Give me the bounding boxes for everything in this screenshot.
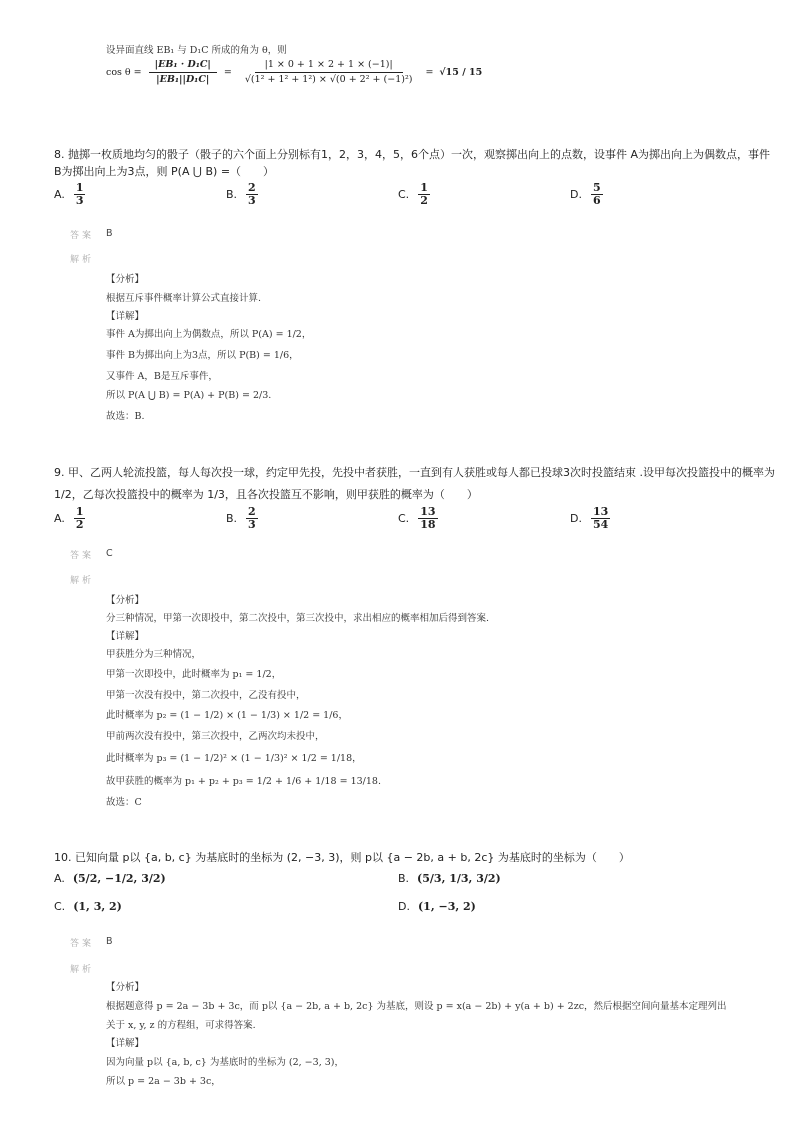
q9-line-0: 【分析】 (106, 595, 145, 606)
q9-option-a[interactable]: A. $\frac{1}{2}$ (54, 505, 84, 531)
q8-line-2: 【详解】 (106, 311, 145, 322)
q9-line-10: 故选：C (106, 797, 142, 808)
cos-num: |1 × 0 + 1 × 2 + 1 × (−1)| (255, 58, 403, 73)
q10-line-1: 根据题意得 p = 2a − 3b + 3c，而 p以 {a − 2b, a + b, 2c} 为基底，则设 p = x(a − 2b) + y(a + b) + 2zc，然后根据空间向量基本定理列出 (106, 1001, 727, 1012)
q8-line-7: 故选：B. (106, 411, 145, 422)
q9-line-4: 甲第一次即投中，此时概率为 p₁ = 1/2， (106, 669, 282, 680)
q9-stem-line2: 1/2，乙每次投篮投中的概率为 1/3，且各次投篮互不影响，则甲获胜的概率为（ ） (54, 488, 478, 501)
q10-option-b[interactable]: B. (5/3, 1/3, 3/2) (398, 872, 501, 885)
q9-line-2: 【详解】 (106, 631, 145, 642)
q9-line-6: 此时概率为 p₂ = (1 − 1/2) × (1 − 1/3) × 1/2 = 1/6， (106, 710, 348, 721)
q9-line-1: 分三种情况，甲第一次即投中，第二次投中，第三次投中，求出相应的概率相加后得到答案. (106, 613, 490, 624)
cos-numeric-fraction (239, 58, 419, 87)
q8-line-5: 又事件 A，B是互斥事件， (106, 371, 218, 382)
q10-option-c[interactable]: C. (1, 3, 2) (54, 900, 122, 913)
cos-formula: cos θ = $\frac{\text{|EB₁ · D₁C|}}{\text{|EB₁||D₁C|}}$ = $\frac{|1 \times 0 + 1 \times 2 + 1 \times (-1)|}{\text{√(1² + 1² + 1²) × √(0 + 2² + (−1)²)}}$ = √15 / 15 (106, 59, 483, 85)
q9-stem-line1: 9. 甲、乙两人轮流投篮，每人每次投一球，约定甲先投，先投中者获胜，一直到有人获胜或每人都已投球3次时投篮结束 .设甲每次投篮投中的概率为 (54, 466, 775, 479)
q8-option-d[interactable]: D. $\frac{5}{6}$ (570, 181, 601, 207)
q8-line-3: 事件 A为掷出向上为偶数点，所以 P(A) = 1/2， (106, 329, 312, 340)
q9-line-9: 故甲获胜的概率为 p₁ + p₂ + p₃ = 1/2 + 1/6 + 1/18 = 13/18. (106, 776, 381, 787)
q10-analysis-label: 解析 (70, 965, 95, 975)
q10-line-2: 关于 x, y, z 的方程组，可求得答案. (106, 1020, 256, 1031)
q8-option-c[interactable]: C. $\frac{1}{2}$ (398, 181, 428, 207)
q9-line-7: 甲前两次没有投中，第三次投中，乙两次均未投中， (106, 731, 325, 742)
q9-option-b[interactable]: B. $\frac{2}{3}$ (226, 505, 256, 531)
q8-line-6: 所以 P(A ⋃ B) = P(A) + P(B) = 2/3. (106, 390, 272, 401)
q9-answer: C (106, 548, 113, 559)
q10-line-4: 因为向量 p以 {a, b, c} 为基底时的坐标为 (2, −3, 3)， (106, 1057, 344, 1068)
q9-answer-label: 答案 (70, 551, 95, 561)
q8-answer-label: 答案 (70, 231, 95, 241)
q9-line-8: 此时概率为 p₃ = (1 − 1/2)² × (1 − 1/3)² × 1/2 = 1/18， (106, 753, 362, 764)
q9-option-d[interactable]: D. $\frac{13}{54}$ (570, 505, 609, 531)
q10-answer: B (106, 936, 113, 947)
q10-option-d[interactable]: D. (1, −3, 2) (398, 900, 476, 913)
cos-abs-fraction: $\frac{\text{|EB₁ · D₁C|}}{\text{|EB₁||D₁C|}}$ (149, 58, 217, 87)
q8-answer: B (106, 228, 113, 239)
q8-option-b[interactable]: B. $\frac{2}{3}$ (226, 181, 256, 207)
q8-stem-line1: 8. 抛掷一枚质地均匀的骰子（骰子的六个面上分别标有1，2，3，4，5，6个点）一次，观察掷出向上的点数，设事件 A为掷出向上为偶数点，事件 (54, 148, 770, 161)
q8-stem-line2: B为掷出向上为3点，则 P(A ⋃ B) =（ ） (54, 165, 275, 178)
q9-analysis-label: 解析 (70, 576, 95, 586)
q10-option-a[interactable]: A. (5/2, −1/2, 3/2) (54, 872, 166, 885)
q8-option-a[interactable]: A. $\frac{1}{3}$ (54, 181, 84, 207)
cos-result: √15 / 15 (439, 66, 483, 78)
q10-line-0: 【分析】 (106, 982, 145, 993)
cos-lhs: cos θ = (106, 66, 142, 78)
q8-line-4: 事件 B为掷出向上为3点，所以 P(B) = 1/6， (106, 350, 299, 361)
q10-answer-label: 答案 (70, 939, 95, 949)
cos-den: √(1² + 1² + 1²) × √(0 + 2² + (−1)²) (244, 73, 413, 85)
q10-line-5: 所以 p = 2a − 3b + 3c， (106, 1076, 221, 1087)
q8-line-0: 【分析】 (106, 274, 145, 285)
q10-line-3: 【详解】 (106, 1038, 145, 1049)
q8-analysis-label: 解析 (70, 255, 95, 265)
q8-line-1: 根据互斥事件概率计算公式直接计算. (106, 293, 262, 304)
q9-option-c[interactable]: C. $\frac{13}{18}$ (398, 505, 436, 531)
q9-line-5: 甲第一次没有投中，第二次投中，乙没有投中， (106, 690, 306, 701)
top-intro-line: 设异面直线 EB₁ 与 D₁C 所成的角为 θ，则 (106, 45, 287, 56)
q10-stem: 10. 已知向量 p以 {a, b, c} 为基底时的坐标为 (2, −3, 3)，则 p以 {a − 2b, a + b, 2c} 为基底时的坐标为（ ） (54, 851, 630, 864)
q9-line-3: 甲获胜分为三种情况， (106, 649, 202, 660)
